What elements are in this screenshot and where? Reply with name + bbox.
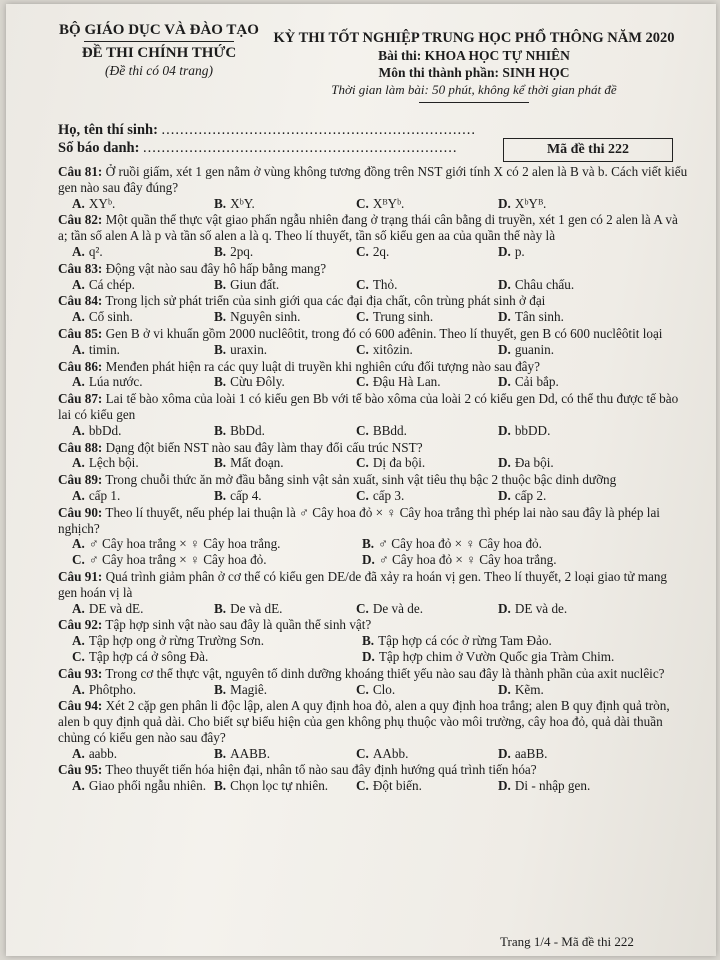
answer-option	[214, 244, 356, 260]
option-letter: C.	[356, 600, 369, 616]
ministry-name: BỘ GIÁO DỤC VÀ ĐÀO TẠO	[59, 22, 259, 38]
question-stem: Tập hợp sinh vật nào sau đây là quần thể sinh vật?	[105, 617, 372, 633]
option-letter: C.	[356, 745, 369, 761]
question-stem: Theo thuyết tiến hóa hiện đại, nhân tố nào sau đây định hướng quá trình tiến hóa?	[105, 762, 537, 778]
question-item	[58, 569, 688, 616]
option-text: ♂ Cây hoa trắng × ♀ Cây hoa đỏ.	[88, 552, 267, 568]
candidate-id-dots: ....................................................................	[143, 140, 458, 156]
answer-options	[72, 633, 688, 665]
option-letter: D.	[498, 745, 511, 761]
question-stem: Lai tế bào xôma của loài 1 có kiểu gen Bb với tế bào xôma của loài 2 có kiểu gen Dd, có thể thu được tế bào lai có kiểu gen	[58, 391, 679, 422]
question-item	[58, 440, 688, 472]
question-stem: Quá trình giảm phân ở cơ thể có kiểu gen DE/de đã xảy ra hoán vị gen. Theo lí thuyết, 2 loại giao tử mang gen hoán vị là	[58, 568, 668, 600]
answer-option	[498, 682, 640, 698]
option-text: Tập hợp chim ở Vườn Quốc gia Tràm Chim.	[378, 648, 615, 664]
option-text: Đột biến.	[372, 778, 422, 794]
candidate-id-label: Số báo danh:	[58, 140, 140, 156]
option-text: BBdd.	[372, 422, 407, 438]
header-left	[54, 22, 264, 79]
answer-option	[214, 196, 356, 212]
option-text: Giun đất.	[230, 276, 280, 292]
answer-option	[362, 552, 652, 568]
question-stem: Gen B ở vi khuẩn gồm 2000 nuclêôtit, trong đó có 600 ađênin. Theo lí thuyết, gen B có 600 nuclêôtit loại	[105, 325, 663, 341]
option-letter: A.	[72, 455, 85, 471]
question-stem: Trong cơ thể thực vật, nguyên tố dinh dưỡng khoáng thiết yếu nào sau đây là thành phần của axit nuclêic?	[105, 665, 665, 681]
question-number: Câu 89:	[58, 472, 103, 488]
option-letter: C.	[356, 422, 369, 438]
exam-paper	[6, 4, 716, 956]
option-text: xitôzin.	[372, 341, 413, 357]
option-text: Châu chấu.	[514, 276, 575, 292]
option-text: XᵇYᴮ.	[514, 195, 547, 211]
question-number: Câu 82:	[58, 212, 103, 228]
answer-option	[356, 601, 498, 617]
option-text: Tập hợp cá ở sông Đà.	[88, 648, 209, 664]
answer-option	[72, 342, 214, 358]
header-rule-right	[419, 102, 529, 103]
answer-option	[356, 196, 498, 212]
option-text: Clo.	[372, 681, 396, 697]
question-number: Câu 92:	[58, 617, 103, 633]
page-footer: Trang 1/4 - Mã đề thi 222	[500, 934, 634, 949]
option-letter: A.	[72, 422, 85, 438]
option-letter: A.	[72, 276, 85, 292]
candidate-name-label: Họ, tên thí sinh:	[58, 122, 158, 138]
question-stem: Một quần thể thực vật giao phấn ngẫu nhiên đang ở trạng thái cân bằng di truyền, xét 1 gen có 2 alen là A và a; tần số alen A là p và tần số alen a là q. Theo lí thuyết, tần số kiểu gen aa của quần thể này là	[58, 212, 678, 244]
question-item	[58, 359, 688, 391]
option-letter: D.	[498, 778, 511, 794]
answer-option	[356, 778, 498, 794]
option-text: cấp 4.	[230, 487, 262, 503]
exam-header	[6, 4, 716, 174]
option-text: Đậu Hà Lan.	[372, 374, 441, 390]
option-letter: B.	[214, 455, 227, 471]
option-letter: B.	[362, 536, 375, 552]
option-letter: C.	[356, 309, 369, 325]
option-letter: B.	[214, 681, 227, 697]
answer-options	[72, 277, 688, 293]
answer-option	[356, 342, 498, 358]
header-rule	[84, 41, 234, 42]
answer-option	[214, 342, 356, 358]
option-letter: D.	[498, 276, 511, 292]
exam-subject: Môn thi thành phần: SINH HỌC	[378, 65, 570, 80]
answer-option	[214, 309, 356, 325]
answer-option	[356, 682, 498, 698]
answer-option	[498, 196, 640, 212]
question-text	[58, 326, 688, 342]
question-item	[58, 505, 688, 568]
answer-option	[214, 746, 356, 762]
answer-option	[356, 746, 498, 762]
option-text: XᴮYᵇ.	[372, 195, 405, 211]
question-stem: Trong chuỗi thức ăn mở đầu bằng sinh vật sản xuất, sinh vật tiêu thụ bậc 2 thuộc bậc dinh dưỡng	[105, 472, 617, 488]
question-item	[58, 391, 688, 438]
option-letter: A.	[72, 536, 85, 552]
option-text: Chọn lọc tự nhiên.	[230, 778, 329, 794]
option-text: Trung sinh.	[372, 309, 434, 325]
answer-option	[356, 309, 498, 325]
answer-option	[214, 488, 356, 504]
option-letter: B.	[214, 309, 227, 325]
option-text: q².	[88, 243, 103, 259]
option-letter: A.	[72, 633, 85, 649]
answer-option	[498, 374, 640, 390]
official-label: ĐỀ THI CHÍNH THỨC	[81, 45, 237, 61]
answer-option	[214, 374, 356, 390]
answer-option	[356, 488, 498, 504]
question-text	[58, 391, 688, 423]
question-text	[58, 698, 688, 745]
answer-option	[498, 778, 640, 794]
option-letter: D.	[498, 487, 511, 503]
option-text: Dị đa bội.	[372, 455, 426, 471]
question-text	[58, 440, 688, 456]
answer-option	[72, 374, 214, 390]
question-number: Câu 86:	[58, 358, 103, 374]
option-text: guanin.	[514, 341, 555, 357]
option-text: Tập hợp ong ở rừng Trường Sơn.	[88, 633, 265, 649]
answer-option	[72, 682, 214, 698]
question-item	[58, 164, 688, 211]
option-letter: C.	[356, 487, 369, 503]
answer-option	[214, 423, 356, 439]
answer-options	[72, 746, 688, 762]
answer-option	[356, 277, 498, 293]
answer-option	[498, 455, 640, 471]
option-text: 2pq.	[230, 243, 254, 259]
option-letter: C.	[356, 341, 369, 357]
answer-option	[356, 455, 498, 471]
question-number: Câu 90:	[58, 504, 103, 520]
option-text: Đa bội.	[514, 455, 554, 471]
answer-option	[72, 309, 214, 325]
candidate-name-dots: ....................................................................	[161, 122, 477, 138]
answer-options	[72, 778, 688, 794]
question-item	[58, 762, 688, 794]
option-letter: C.	[356, 243, 369, 259]
option-text: timin.	[88, 341, 120, 357]
option-letter: D.	[498, 374, 511, 390]
answer-option	[214, 778, 356, 794]
option-text: De và de.	[372, 600, 423, 616]
question-number: Câu 87:	[58, 391, 103, 407]
answer-option	[72, 746, 214, 762]
option-letter: C.	[356, 455, 369, 471]
answer-option	[72, 244, 214, 260]
answer-option	[72, 488, 214, 504]
question-number: Câu 91:	[58, 568, 103, 584]
option-letter: C.	[356, 195, 369, 211]
option-text: DE và de.	[514, 600, 568, 616]
exam-section: Bài thi: KHOA HỌC TỰ NHIÊN	[378, 48, 570, 63]
option-text: ♂ Cây hoa trắng × ♀ Cây hoa trắng.	[88, 536, 281, 552]
option-letter: B.	[214, 341, 227, 357]
answer-option	[214, 277, 356, 293]
option-text: Kẽm.	[514, 681, 544, 697]
answer-option	[362, 649, 652, 665]
option-letter: D.	[498, 422, 511, 438]
answer-option	[362, 633, 652, 649]
question-stem: Menđen phát hiện ra các quy luật di truyền khi nghiên cứu đối tượng nào sau đây?	[105, 358, 540, 374]
question-text	[58, 359, 688, 375]
option-letter: B.	[214, 745, 227, 761]
option-letter: B.	[214, 243, 227, 259]
question-text	[58, 164, 688, 196]
question-item	[58, 472, 688, 504]
option-letter: C.	[356, 681, 369, 697]
option-letter: D.	[498, 600, 511, 616]
candidate-name-line	[58, 122, 476, 139]
option-text: Cổ sinh.	[88, 309, 133, 325]
question-stem: Theo lí thuyết, nếu phép lai thuận là ♂ Cây hoa đỏ × ♀ Cây hoa trắng thì phép lai nào sau đây là phép lai nghịch?	[58, 504, 660, 536]
option-text: uraxin.	[230, 341, 268, 357]
answer-option	[498, 309, 640, 325]
option-letter: B.	[214, 422, 227, 438]
question-text	[58, 617, 688, 633]
option-letter: A.	[72, 487, 85, 503]
option-text: ♂ Cây hoa đỏ × ♀ Cây hoa đỏ.	[378, 536, 542, 552]
option-text: AABB.	[230, 745, 271, 761]
answer-option	[356, 244, 498, 260]
answer-options	[72, 374, 688, 390]
option-letter: D.	[498, 195, 511, 211]
option-letter: A.	[72, 341, 85, 357]
option-text: cấp 3.	[372, 487, 405, 503]
question-number: Câu 83:	[58, 260, 103, 276]
answer-option	[72, 455, 214, 471]
answer-option	[214, 455, 356, 471]
question-text	[58, 212, 688, 244]
option-text: BbDd.	[230, 422, 265, 438]
option-text: De và dE.	[230, 600, 283, 616]
option-text: Lệch bội.	[88, 455, 139, 471]
question-stem: Trong lịch sử phát triển của sinh giới qua các đại địa chất, côn trùng phát sinh ở đại	[105, 293, 546, 309]
question-number: Câu 95:	[58, 762, 103, 778]
option-letter: A.	[72, 374, 85, 390]
question-text	[58, 762, 688, 778]
answer-options	[72, 309, 688, 325]
option-text: DE và dE.	[88, 600, 144, 616]
question-item	[58, 326, 688, 358]
question-text	[58, 472, 688, 488]
question-number: Câu 93:	[58, 665, 103, 681]
question-stem: Dạng đột biến NST nào sau đây làm thay đổi cấu trúc NST?	[105, 439, 423, 455]
answer-option	[72, 277, 214, 293]
option-text: cấp 1.	[88, 487, 121, 503]
question-text	[58, 261, 688, 277]
exam-title: KỲ THI TỐT NGHIỆP TRUNG HỌC PHỔ THÔNG NĂM 2020	[273, 30, 675, 46]
option-text: ♂ Cây hoa đỏ × ♀ Cây hoa trắng.	[378, 552, 557, 568]
option-letter: B.	[214, 600, 227, 616]
question-list	[58, 164, 688, 795]
option-text: Cải bắp.	[514, 374, 559, 390]
option-letter: D.	[498, 243, 511, 259]
option-text: Tập hợp cá cóc ở rừng Tam Đảo.	[378, 633, 552, 649]
answer-option	[498, 746, 640, 762]
question-text	[58, 666, 688, 682]
option-letter: D.	[498, 681, 511, 697]
answer-option	[72, 552, 362, 568]
option-letter: A.	[72, 243, 85, 259]
question-number: Câu 94:	[58, 698, 103, 714]
option-letter: B.	[214, 487, 227, 503]
answer-option	[72, 196, 214, 212]
answer-options	[72, 244, 688, 260]
option-text: XᵇY.	[230, 195, 255, 211]
question-item	[58, 698, 688, 761]
answer-options	[72, 423, 688, 439]
option-letter: B.	[362, 633, 375, 649]
option-text: bbDd.	[88, 422, 122, 438]
option-text: XYᵇ.	[88, 195, 116, 211]
exam-code-box: Mã đề thi 222	[503, 138, 673, 162]
question-item	[58, 617, 688, 664]
option-letter: D.	[498, 341, 511, 357]
option-letter: B.	[214, 778, 227, 794]
exam-time: Thời gian làm bài: 50 phút, không kể thời gian phát đề	[331, 82, 617, 97]
question-number: Câu 84:	[58, 293, 103, 309]
page-count: (Đề thi có 04 trang)	[105, 63, 213, 78]
option-text: Giao phối ngẫu nhiên.	[88, 778, 207, 794]
option-text: Thỏ.	[372, 276, 398, 292]
option-text: cấp 2.	[514, 487, 547, 503]
option-text: aabb.	[88, 745, 118, 761]
option-letter: A.	[72, 745, 85, 761]
option-letter: D.	[362, 648, 375, 664]
option-text: Phôtpho.	[88, 681, 137, 697]
option-text: aaBB.	[514, 745, 548, 761]
answer-option	[356, 423, 498, 439]
question-number: Câu 85:	[58, 325, 103, 341]
question-text	[58, 569, 688, 601]
option-text: Magiê.	[230, 681, 268, 697]
option-letter: A.	[72, 681, 85, 697]
answer-option	[72, 649, 362, 665]
question-stem: Ở ruồi giấm, xét 1 gen nằm ở vùng không tương đồng trên NST giới tính X có 2 alen là B và b. Cách viết kiểu gen nào sau đây đúng?	[58, 164, 688, 195]
answer-option	[72, 601, 214, 617]
option-text: Tân sinh.	[514, 309, 564, 325]
option-text: Cừu Đôly.	[230, 374, 285, 390]
question-item	[58, 666, 688, 698]
answer-option	[72, 536, 362, 552]
option-letter: C.	[72, 648, 85, 664]
question-text	[58, 505, 688, 537]
answer-options	[72, 455, 688, 471]
question-number: Câu 88:	[58, 439, 103, 455]
answer-option	[72, 423, 214, 439]
answer-option	[498, 277, 640, 293]
question-item	[58, 212, 688, 259]
option-letter: C.	[72, 552, 85, 568]
answer-option	[356, 374, 498, 390]
option-text: Nguyên sinh.	[230, 309, 301, 325]
answer-options	[72, 601, 688, 617]
option-letter: A.	[72, 309, 85, 325]
option-letter: A.	[72, 600, 85, 616]
option-letter: D.	[362, 552, 375, 568]
answer-option	[498, 423, 640, 439]
option-text: Cá chép.	[88, 276, 135, 292]
answer-option	[72, 633, 362, 649]
option-letter: D.	[498, 455, 511, 471]
answer-options	[72, 342, 688, 358]
option-letter: B.	[214, 195, 227, 211]
question-text	[58, 293, 688, 309]
answer-option	[498, 488, 640, 504]
question-item	[58, 261, 688, 293]
option-letter: C.	[356, 374, 369, 390]
answer-option	[72, 778, 214, 794]
candidate-id-line	[58, 140, 458, 157]
answer-option	[214, 682, 356, 698]
question-stem: Động vật nào sau đây hô hấp bằng mang?	[105, 260, 327, 276]
option-text: Di - nhập gen.	[514, 778, 591, 794]
option-letter: A.	[72, 778, 85, 794]
answer-option	[498, 342, 640, 358]
option-letter: B.	[214, 374, 227, 390]
answer-option	[362, 536, 652, 552]
answer-options	[72, 682, 688, 698]
question-number: Câu 81:	[58, 164, 103, 179]
option-text: AAbb.	[372, 745, 409, 761]
option-letter: C.	[356, 276, 369, 292]
answer-options	[72, 536, 688, 568]
answer-options	[72, 196, 688, 212]
question-item	[58, 293, 688, 325]
answer-option	[498, 601, 640, 617]
option-text: 2q.	[372, 243, 390, 259]
header-right	[264, 30, 684, 103]
option-letter: D.	[498, 309, 511, 325]
option-text: Lúa nước.	[88, 374, 143, 390]
option-text: p.	[514, 243, 525, 259]
option-letter: C.	[356, 778, 369, 794]
answer-option	[498, 244, 640, 260]
answer-option	[214, 601, 356, 617]
answer-options	[72, 488, 688, 504]
question-stem: Xét 2 cặp gen phân li độc lập, alen A quy định hoa đỏ, alen a quy định hoa trắng; alen B quy định quả tròn, alen b quy định quả dài. Cho biết sự biểu hiện của gen không phụ thuộc vào môi trường, cây hoa đỏ, quả dài thuần chủng có kiểu gen nào sau đây?	[58, 698, 670, 745]
option-letter: A.	[72, 195, 85, 211]
option-text: Mất đoạn.	[230, 455, 284, 471]
option-text: bbDD.	[514, 422, 551, 438]
option-letter: B.	[214, 276, 227, 292]
